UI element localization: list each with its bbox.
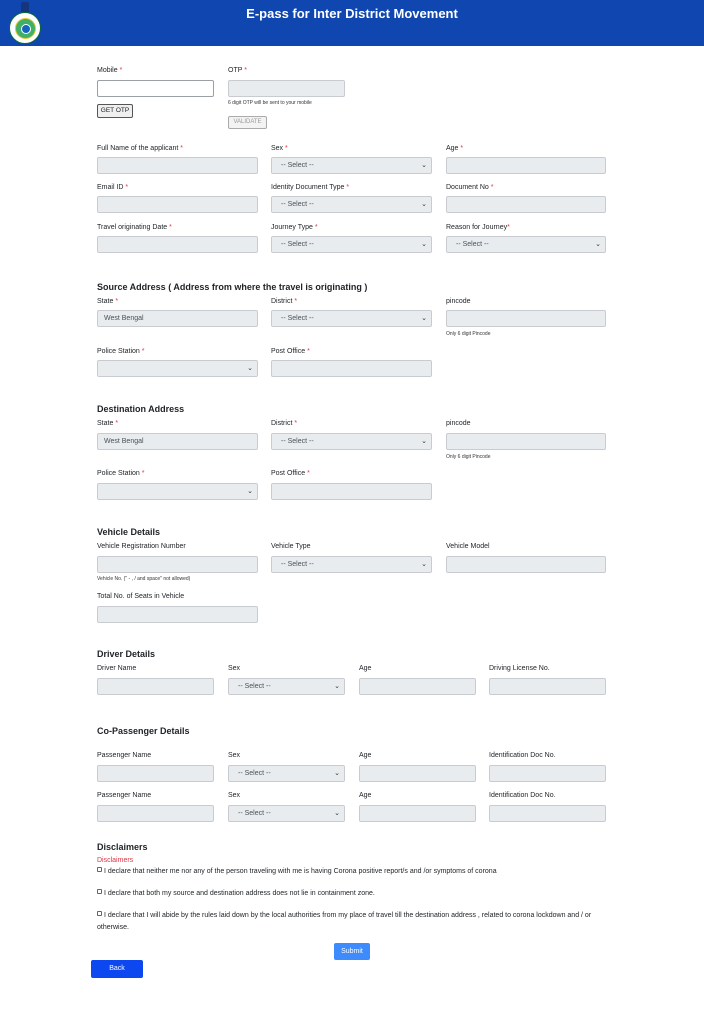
back-button[interactable]: Back (91, 960, 143, 978)
passenger-id-input[interactable] (489, 765, 606, 782)
vehicle-model-label: Vehicle Model (446, 543, 490, 550)
source-address-heading: Source Address ( Address from where the travel is originating ) (97, 282, 368, 292)
dest-post-input[interactable] (271, 483, 432, 500)
disclaimer-2[interactable]: I declare that both my source and destination address does not lie in containment zone. (97, 888, 607, 900)
disclaimer-1[interactable]: I declare that neither me nor any of the person traveling with me is having Corona positive report/s and /or symptoms of corona (97, 866, 607, 878)
dest-pincode-hint: Only 6 digit Pincode (446, 454, 491, 460)
travel-date-label: Travel originating Date * (97, 224, 172, 231)
driver-details-heading: Driver Details (97, 649, 156, 659)
mobile-label: Mobile * (97, 67, 123, 74)
passenger-sex-label: Sex (228, 792, 241, 799)
source-pincode-hint: Only 6 digit Pincode (446, 331, 491, 337)
chevron-down-icon: ⌄ (421, 438, 427, 445)
dest-state-input: West Bengal (97, 433, 258, 450)
checkbox[interactable] (97, 867, 102, 872)
id-type-select[interactable]: -- Select -- ⌄ (271, 196, 432, 213)
source-state-input: West Bengal (97, 310, 258, 327)
passenger-sex-label: Sex (228, 752, 241, 759)
reason-label: Reason for Journey* (446, 224, 510, 231)
source-state-label: State * (97, 298, 119, 305)
checkbox[interactable] (97, 889, 102, 894)
chevron-down-icon: ⌄ (421, 201, 427, 208)
vehicle-seats-label: Total No. of Seats in Vehicle (97, 593, 185, 600)
vehicle-reg-label: Vehicle Registration Number (97, 543, 186, 550)
driver-name-input[interactable] (97, 678, 214, 695)
get-otp-button[interactable]: GET OTP (97, 104, 133, 118)
passenger-age-input[interactable] (359, 805, 476, 822)
email-input[interactable] (97, 196, 258, 213)
reason-select[interactable]: -- Select -- ⌄ (446, 236, 606, 253)
page-title: E-pass for Inter District Movement (246, 6, 458, 21)
driver-license-label: Driving License No. (489, 665, 550, 672)
age-label: Age * (446, 145, 464, 152)
mobile-input[interactable] (97, 80, 214, 97)
disclaimers-heading: Disclaimers (97, 842, 148, 852)
checkbox[interactable] (97, 911, 102, 916)
id-type-label: Identity Document Type * (271, 184, 350, 191)
chevron-down-icon: ⌄ (421, 561, 427, 568)
passenger-id-label: Identification Doc No. (489, 792, 556, 799)
source-district-label: District * (271, 298, 298, 305)
validate-button[interactable]: VALIDATE (228, 116, 267, 129)
chevron-down-icon: ⌄ (334, 770, 340, 777)
driver-sex-label: Sex (228, 665, 241, 672)
destination-address-heading: Destination Address (97, 404, 185, 414)
full-name-label: Full Name of the applicant * (97, 145, 184, 152)
otp-label: OTP * (228, 67, 247, 74)
travel-date-input[interactable] (97, 236, 258, 253)
submit-button[interactable]: Submit (334, 943, 370, 960)
passenger-sex-select[interactable]: -- Select -- ⌄ (228, 805, 345, 822)
source-police-select[interactable] (97, 360, 258, 377)
source-pincode-input[interactable] (446, 310, 606, 327)
page-header (0, 0, 704, 46)
chevron-down-icon: ⌄ (247, 365, 253, 372)
source-police-label: Police Station * (97, 348, 145, 355)
otp-input[interactable] (228, 80, 345, 97)
journey-type-label: Journey Type * (271, 224, 318, 231)
passenger-sex-select[interactable]: -- Select -- ⌄ (228, 765, 345, 782)
disclaimer-3[interactable]: I declare that I will abide by the rules laid down by the local authorities from my place of travel till the destination address , related to corona lockdown and / or otherwise. (97, 912, 592, 931)
driver-sex-select[interactable]: -- Select -- ⌄ (228, 678, 345, 695)
passenger-age-label: Age (359, 792, 372, 799)
dest-post-label: Post Office * (271, 470, 310, 477)
dest-police-select[interactable] (97, 483, 258, 500)
driver-license-input[interactable] (489, 678, 606, 695)
chevron-down-icon: ⌄ (334, 683, 340, 690)
vehicle-model-input[interactable] (446, 556, 606, 573)
journey-type-select[interactable]: -- Select -- ⌄ (271, 236, 432, 253)
sex-select[interactable]: -- Select -- ⌄ (271, 157, 432, 174)
dest-state-label: State * (97, 420, 119, 427)
dest-district-select[interactable]: -- Select -- ⌄ (271, 433, 432, 450)
sex-label: Sex * (271, 145, 288, 152)
vehicle-details-heading: Vehicle Details (97, 527, 161, 537)
passenger-name-label: Passenger Name (97, 792, 152, 799)
email-label: Email ID * (97, 184, 129, 191)
source-pincode-label: pincode (446, 298, 471, 305)
passenger-name-input[interactable] (97, 805, 214, 822)
passenger-id-input[interactable] (489, 805, 606, 822)
doc-no-label: Document No * (446, 184, 494, 191)
doc-no-input[interactable] (446, 196, 606, 213)
vehicle-type-select[interactable]: -- Select -- ⌄ (271, 556, 432, 573)
chevron-down-icon: ⌄ (247, 488, 253, 495)
driver-age-input[interactable] (359, 678, 476, 695)
disclaimers-subtitle: Disclaimers (97, 857, 134, 864)
passenger-name-label: Passenger Name (97, 752, 152, 759)
vehicle-reg-input[interactable] (97, 556, 258, 573)
driver-name-label: Driver Name (97, 665, 137, 672)
dest-district-label: District * (271, 420, 298, 427)
vehicle-type-label: Vehicle Type (271, 543, 311, 550)
passenger-name-input[interactable] (97, 765, 214, 782)
chevron-down-icon: ⌄ (595, 241, 601, 248)
chevron-down-icon: ⌄ (421, 315, 427, 322)
otp-hint: 6 digit OTP will be sent to your mobile (228, 100, 312, 106)
source-district-select[interactable]: -- Select -- ⌄ (271, 310, 432, 327)
dest-police-label: Police Station * (97, 470, 145, 477)
passenger-age-input[interactable] (359, 765, 476, 782)
passenger-age-label: Age (359, 752, 372, 759)
chevron-down-icon: ⌄ (334, 810, 340, 817)
chevron-down-icon: ⌄ (421, 162, 427, 169)
chevron-down-icon: ⌄ (421, 241, 427, 248)
vehicle-seats-input[interactable] (97, 606, 258, 623)
vehicle-reg-hint: Vehicle No. (" - , / and space" not allowed) (97, 576, 191, 582)
copassenger-heading: Co-Passenger Details (97, 726, 190, 736)
passenger-id-label: Identification Doc No. (489, 752, 556, 759)
full-name-input[interactable] (97, 157, 258, 174)
source-post-input[interactable] (271, 360, 432, 377)
driver-age-label: Age (359, 665, 372, 672)
source-post-label: Post Office * (271, 348, 310, 355)
dest-pincode-input[interactable] (446, 433, 606, 450)
dest-pincode-label: pincode (446, 420, 471, 427)
age-input[interactable] (446, 157, 606, 174)
